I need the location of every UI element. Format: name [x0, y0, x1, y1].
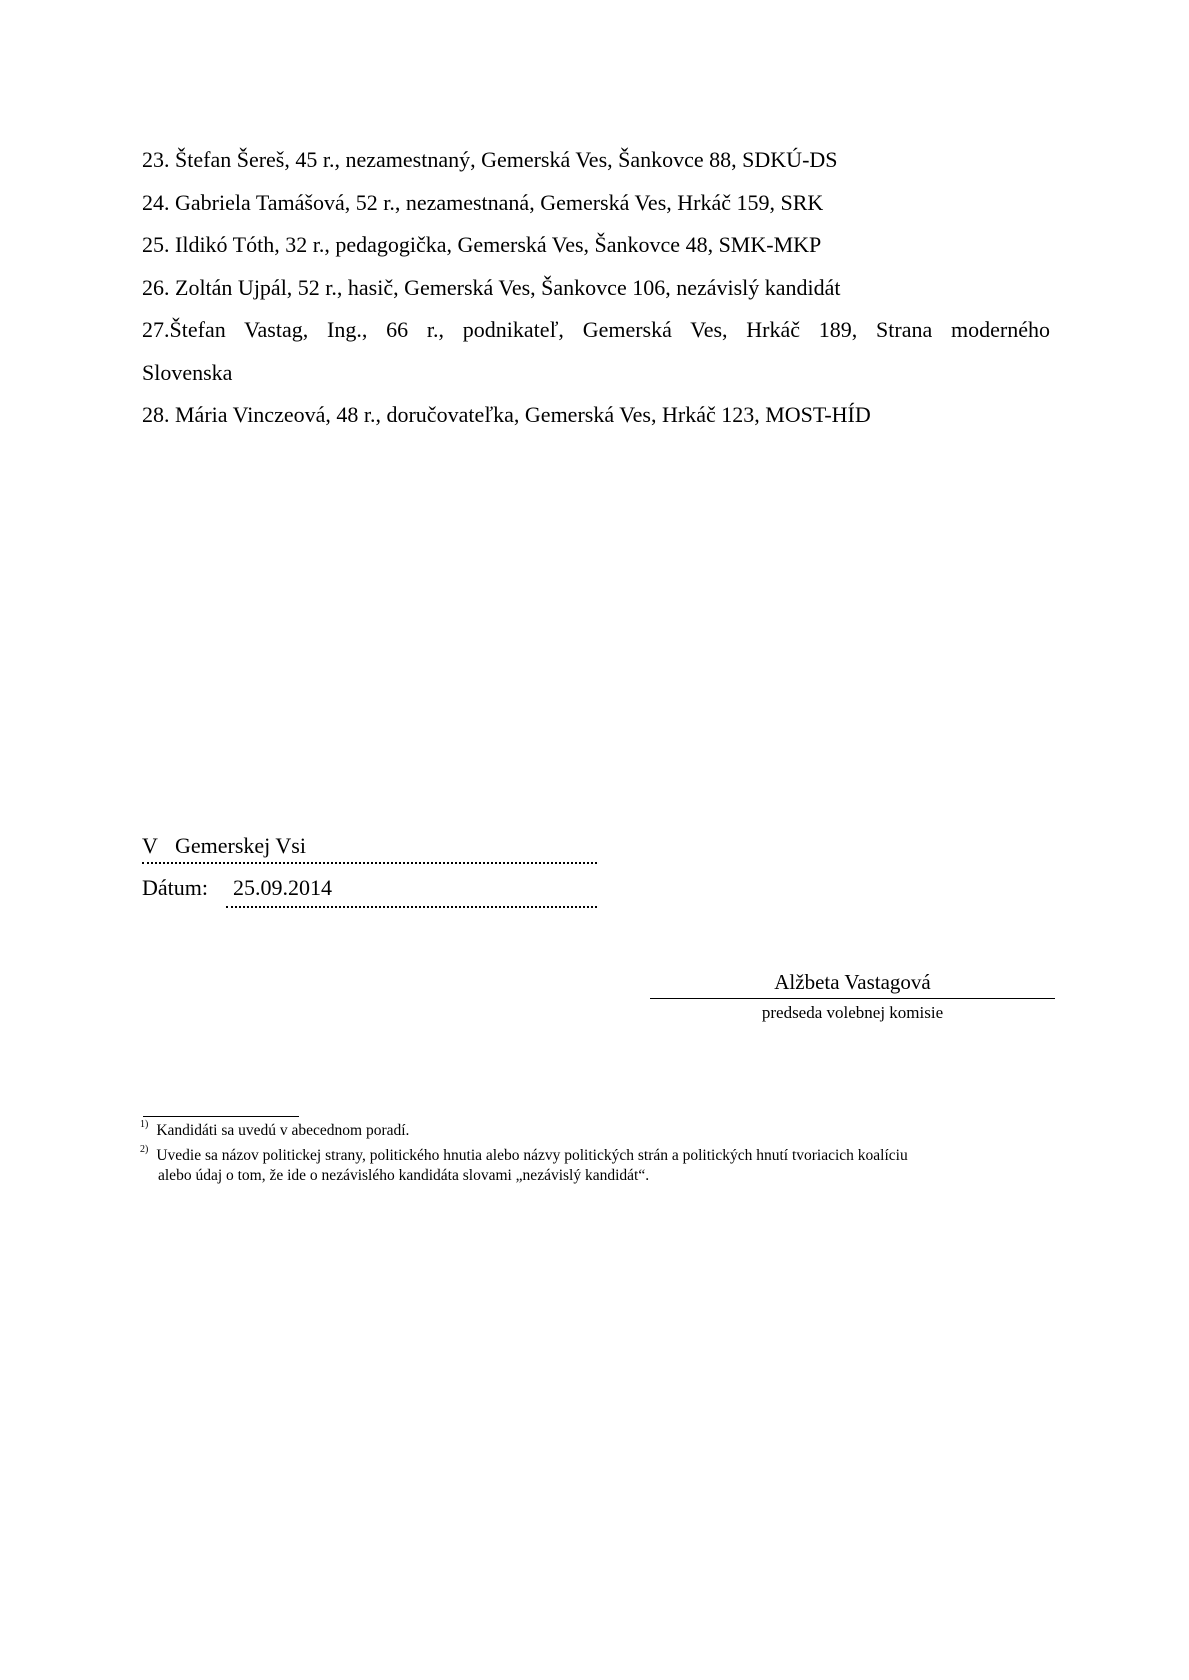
footnote-2 — [140, 1146, 1055, 1186]
signature-block — [650, 968, 1055, 1026]
signatory-name: Alžbeta Vastagová — [650, 968, 1055, 999]
candidate-entry-26: 26. Zoltán Ujpál, 52 r., hasič, Gemerská Ves, Šankovce 106, nezávislý kandidát — [142, 274, 841, 300]
date-dotted-line — [226, 906, 597, 908]
date-label: Dátum: — [142, 875, 208, 900]
footnotes — [140, 1121, 1055, 1186]
candidate-entry-25: 25. Ildikó Tóth, 32 r., pedagogička, Gemerská Ves, Šankovce 48, SMK-MKP — [142, 232, 822, 257]
candidate-entry-27: 27.Štefan Vastag, Ing., 66 r., podnikateľ, Gemerská Ves, Hrkáč 189, Strana moderného — [142, 317, 1050, 342]
date-line — [142, 874, 597, 906]
place-prefix: V — [142, 833, 158, 858]
footnote-1 — [140, 1121, 1055, 1141]
footnote-1-marker: 1) — [140, 1119, 149, 1130]
candidate-entry-23: 23. Štefan Šereš, 45 r., nezamestnaný, Gemerská Ves, Šankovce 88, SDKÚ-DS — [142, 147, 838, 172]
place-line — [142, 832, 597, 864]
place-value: Gemerskej Vsi — [175, 833, 306, 858]
signatory-role: predseda volebnej komisie — [761, 1003, 944, 1022]
place-dotted-line — [142, 862, 597, 864]
date-value: 25.09.2014 — [233, 875, 332, 900]
footnote-2-text-continued: alebo údaj o tom, že ide o nezávislého kandidáta slovami „nezávislý kandidát“. — [158, 1167, 650, 1184]
candidate-entry-28: 28. Mária Vinczeová, 48 r., doručovateľka, Gemerská Ves, Hrkáč 123, MOST-HÍD — [142, 402, 871, 427]
candidate-entry-24: 24. Gabriela Tamášová, 52 r., nezamestnaná, Gemerská Ves, Hrkáč 159, SRK — [142, 189, 824, 215]
footnote-separator — [143, 1116, 299, 1117]
footnote-2-marker: 2) — [140, 1144, 149, 1155]
footnote-1-text: Kandidáti sa uvedú v abecednom poradí. — [156, 1122, 410, 1139]
candidate-list — [142, 139, 1050, 437]
footnote-2-text: Uvedie sa názov politickej strany, politického hnutia alebo názvy politických strán a politických hnutí tvoriacich koalíciu — [156, 1147, 908, 1164]
candidate-entry-27-continued: Slovenska — [142, 359, 233, 385]
